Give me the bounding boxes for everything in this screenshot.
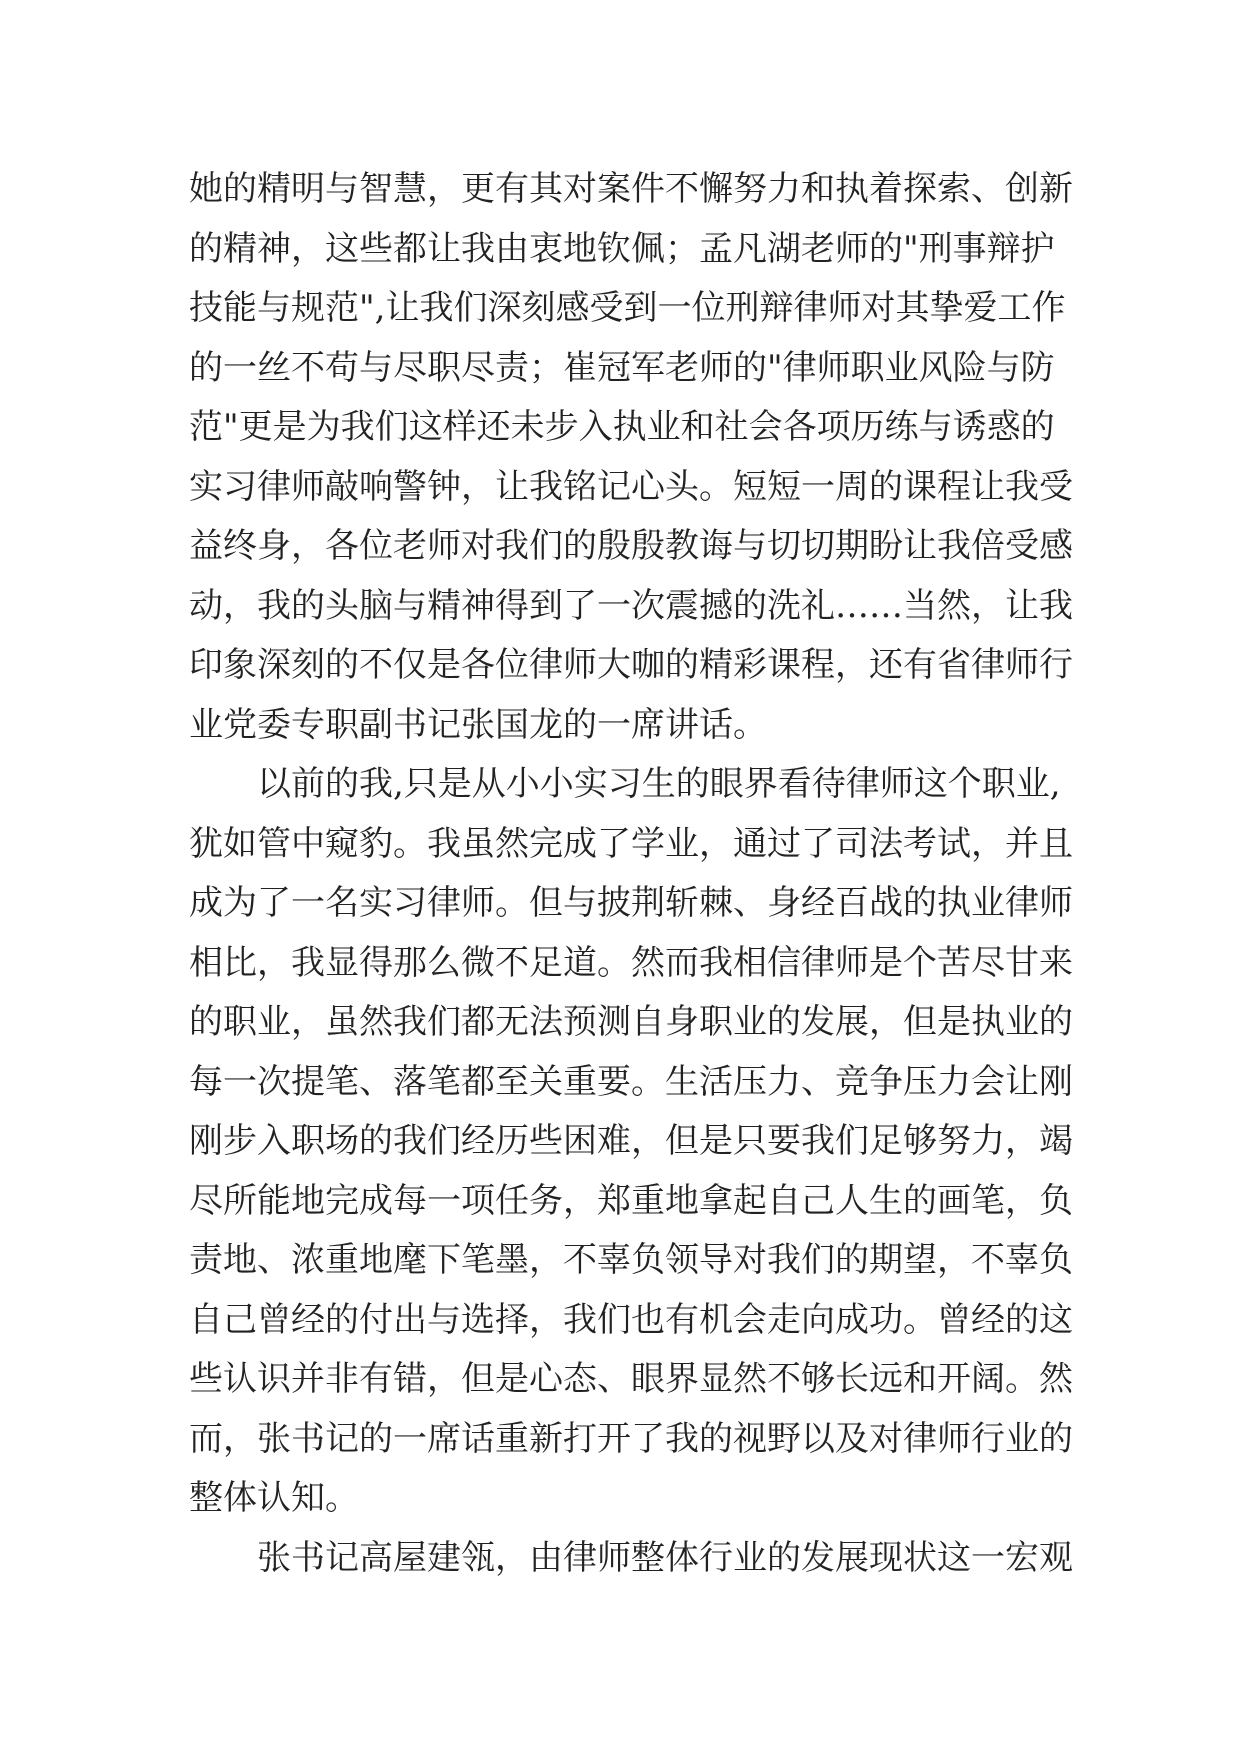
text-line: 整体认知。: [189, 1478, 359, 1518]
text-line: 的精神，这些都让我由衷地钦佩；孟凡湖老师的"刑事辩护: [189, 228, 1055, 269]
body-text: [189, 160, 1073, 1588]
text-line: 业党委专职副书记张国龙的一席讲话。: [189, 704, 767, 745]
text-line: 些认识并非有错，但是心态、眼界显然不够长远和开阔。然: [189, 1359, 1073, 1399]
text-line: 刚步入职场的我们经历些困难，但是只要我们足够努力，竭: [189, 1121, 1073, 1161]
text-line: 每一次提笔、落笔都至关重要。生活压力、竞争压力会让刚: [189, 1061, 1073, 1102]
text-line: 她的精明与智慧，更有其对案件不懈努力和执着探索、创新: [189, 169, 1073, 209]
text-line: 张书记高屋建瓴，由律师整体行业的发展现状这一宏观: [257, 1537, 1073, 1578]
text-line: 印象深刻的不仅是各位律师大咖的精彩课程，还有省律师行: [189, 645, 1073, 685]
text-line: 益终身，各位老师对我们的殷殷教诲与切切期盼让我倍受感: [189, 526, 1073, 566]
text-line: 实习律师敲响警钟，让我铭记心头。短短一周的课程让我受: [189, 466, 1073, 507]
text-line: 而，张书记的一席话重新打开了我的视野以及对律师行业的: [189, 1418, 1073, 1459]
text-line: 动，我的头脑与精神得到了一次震撼的洗礼……当然，让我: [189, 585, 1073, 626]
text-line: 技能与规范",让我们深刻感受到一位刑辩律师对其挚爱工作: [189, 288, 1066, 328]
text-line: 的职业，虽然我们都无法预测自身职业的发展，但是执业的: [189, 1002, 1073, 1042]
text-line: 责地、浓重地麾下笔墨，不辜负领导对我们的期望，不辜负: [189, 1240, 1073, 1280]
text-line: 犹如管中窥豹。我虽然完成了学业，通过了司法考试，并且: [189, 823, 1073, 864]
text-line: 以前的我,只是从小小实习生的眼界看待律师这个职业,: [257, 764, 1061, 804]
text-line: 的一丝不苟与尽职尽责；崔冠军老师的"律师职业风险与防: [189, 347, 1055, 388]
text-line: 范"更是为我们这样还未步入执业和社会各项历练与诱惑的: [189, 407, 1055, 447]
text-line: 自己曾经的付出与选择，我们也有机会走向成功。曾经的这: [189, 1299, 1073, 1340]
text-line: 相比，我显得那么微不足道。然而我相信律师是个苦尽甘来: [189, 942, 1073, 983]
text-line: 尽所能地完成每一项任务，郑重地拿起自己人生的画笔，负: [189, 1180, 1073, 1221]
text-line: 成为了一名实习律师。但与披荆斩棘、身经百战的执业律师: [189, 883, 1073, 923]
